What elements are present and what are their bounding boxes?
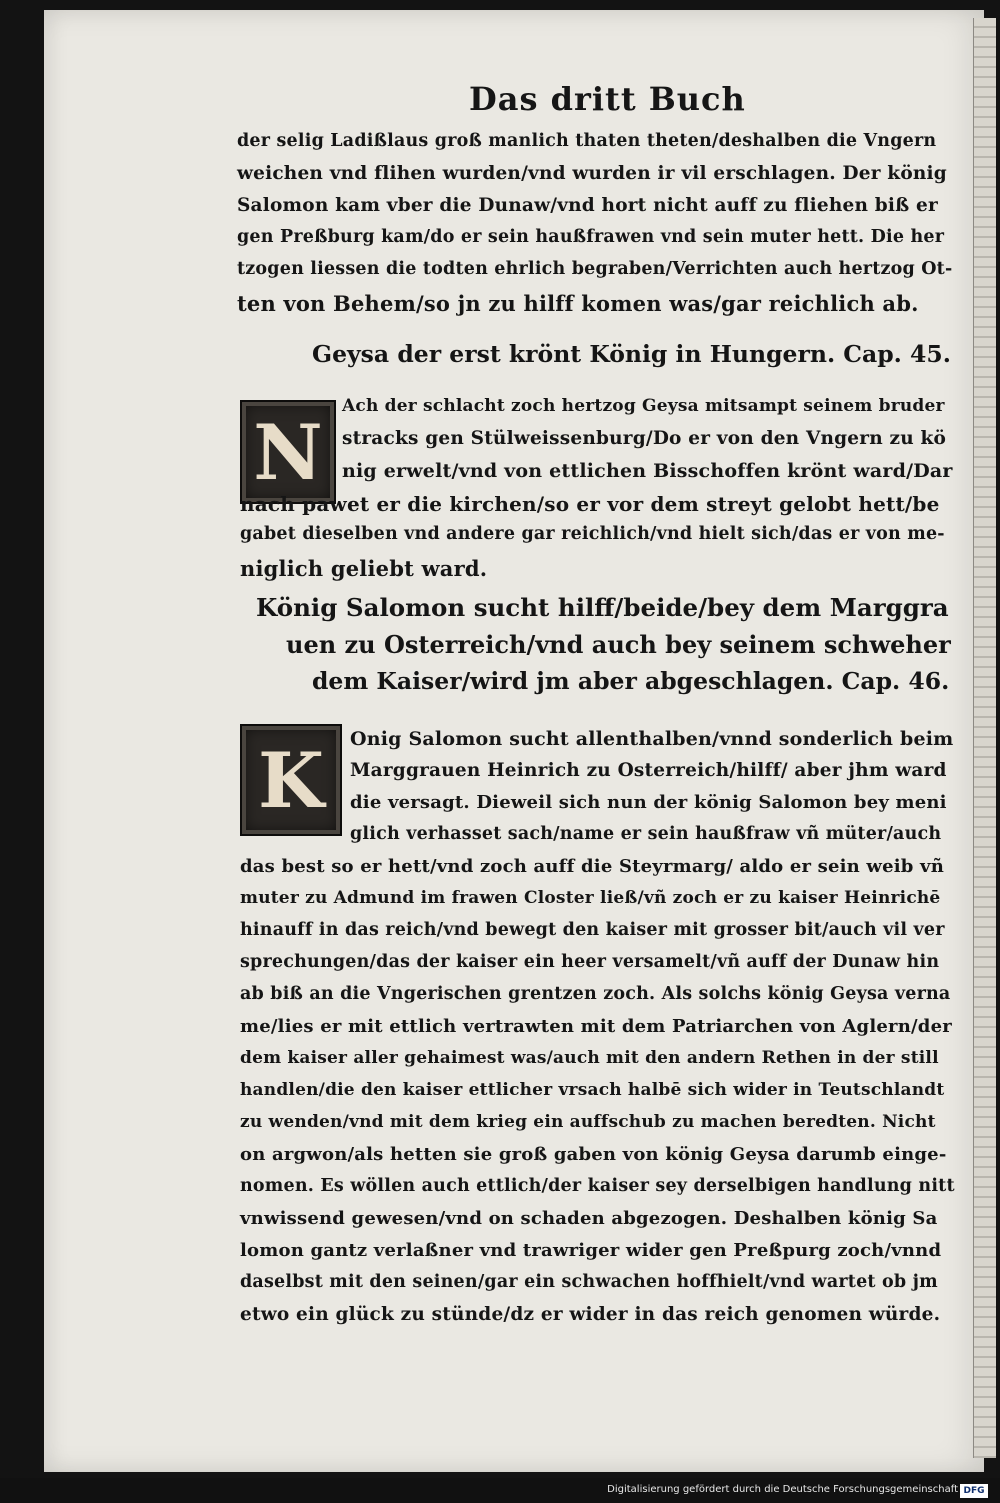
text-line: hinauff in das reich/vnd bewegt den kaiser mit grosser bit/auch vil ver [240, 920, 945, 940]
text-line: Ach der schlacht zoch hertzog Geysa mitsampt seinem bruder [342, 396, 945, 416]
text-line: Salomon kam vber die Dunaw/vnd hort nicht auff zu fliehen biß er [237, 195, 938, 216]
text-line: ab biß an die Vngerischen grentzen zoch. Als solchs könig Geysa verna [240, 984, 951, 1004]
text-line: die versagt. Dieweil sich nun der könig Salomon bey meni [350, 792, 947, 813]
dfg-logo: DFG [960, 1484, 988, 1498]
text-line: me/lies er mit ettlich vertrawten mit dem Patriarchen von Aglern/der [240, 1016, 952, 1037]
text-line: muter zu Admund im frawen Closter ließ/vñ zoch er zu kaiser Heinrichē [240, 888, 941, 908]
chapter-46-heading-line: dem Kaiser/wird jm aber abgeschlagen. Cap. 46. [312, 667, 950, 695]
text-line: sprechungen/das der kaiser ein heer versamelt/vñ auff der Dunaw hin [240, 952, 940, 972]
text-line: nach pawet er die kirchen/so er vor dem streyt gelobt hett/be [240, 492, 940, 516]
text-line: ten von Behem/so jn zu hilff komen was/gar reichlich ab. [237, 291, 919, 316]
text-line: nomen. Es wöllen auch ettlich/der kaiser sey derselbigen handlung nitt [240, 1176, 955, 1196]
text-line: stracks gen Stülweissenburg/Do er von den Vngern zu kö [342, 428, 947, 449]
chapter-46-heading-line: uen zu Osterreich/vnd auch bey seinem schweher [286, 630, 951, 659]
text-line: etwo ein glück zu stünde/dz er wider in das reich genomen würde. [240, 1304, 941, 1325]
text-line: glich verhasset sach/name er sein haußfraw vñ müter/auch [350, 824, 942, 844]
scan-color-ruler [973, 18, 996, 1458]
text-line: Marggrauen Heinrich zu Osterreich/hilff/ aber jhm ward [350, 760, 947, 781]
chapter-46-heading-line: König Salomon sucht hilff/beide/bey dem Marggra [256, 593, 949, 622]
text-line: zu wenden/vnd mit dem krieg ein auffschub zu machen beredten. Nicht [240, 1112, 936, 1132]
text-line: gen Preßburg kam/do er sein haußfrawen vnd sein muter hett. Die her [237, 227, 945, 247]
text-line: weichen vnd flihen wurden/vnd wurden ir vil erschlagen. Der könig [237, 163, 947, 184]
text-line: niglich geliebt ward. [240, 556, 488, 581]
text-line: das best so er hett/vnd zoch auff die Steyrmarg/ aldo er sein weib vñ [240, 856, 944, 877]
running-header: Das dritt Buch [469, 80, 746, 118]
text-line: handlen/die den kaiser ettlicher vrsach halbē sich wider in Teutschlandt [240, 1080, 945, 1100]
text-line: der selig Ladißlaus groß manlich thaten theten/deshalben die Vngern [237, 131, 937, 151]
text-line: dem kaiser aller gehaimest was/auch mit den andern Rethen in der still [240, 1048, 939, 1068]
text-line: vnwissend gewesen/vnd on schaden abgezogen. Deshalben könig Sa [240, 1208, 938, 1229]
text-line: gabet dieselben vnd andere gar reichlich/vnd hielt sich/das er von me- [240, 524, 945, 544]
text-line: on argwon/als hetten sie groß gaben von könig Geysa darumb einge- [240, 1144, 947, 1165]
initial-letter-n: N [240, 400, 336, 504]
text-line: nig erwelt/vnd von ettlichen Bisschoffen krönt ward/Dar [342, 460, 953, 482]
initial-letter-k: K [240, 724, 342, 836]
text-line: daselbst mit den seinen/gar ein schwachen hoffhielt/vnd wartet ob jm [240, 1272, 938, 1292]
chapter-45-heading: Geysa der erst krönt König in Hungern. Cap. 45. [312, 340, 951, 368]
text-line: lomon gantz verlaßner vnd trawriger wider gen Preßpurg zoch/vnnd [240, 1240, 942, 1261]
text-line: tzogen liessen die todten ehrlich begraben/Verrichten auch hertzog Ot- [237, 259, 953, 279]
text-line: Onig Salomon sucht allenthalben/vnnd sonderlich beim [350, 728, 954, 750]
funding-notice: Digitalisierung gefördert durch die Deutsche Forschungsgemeinschaft [607, 1484, 958, 1495]
